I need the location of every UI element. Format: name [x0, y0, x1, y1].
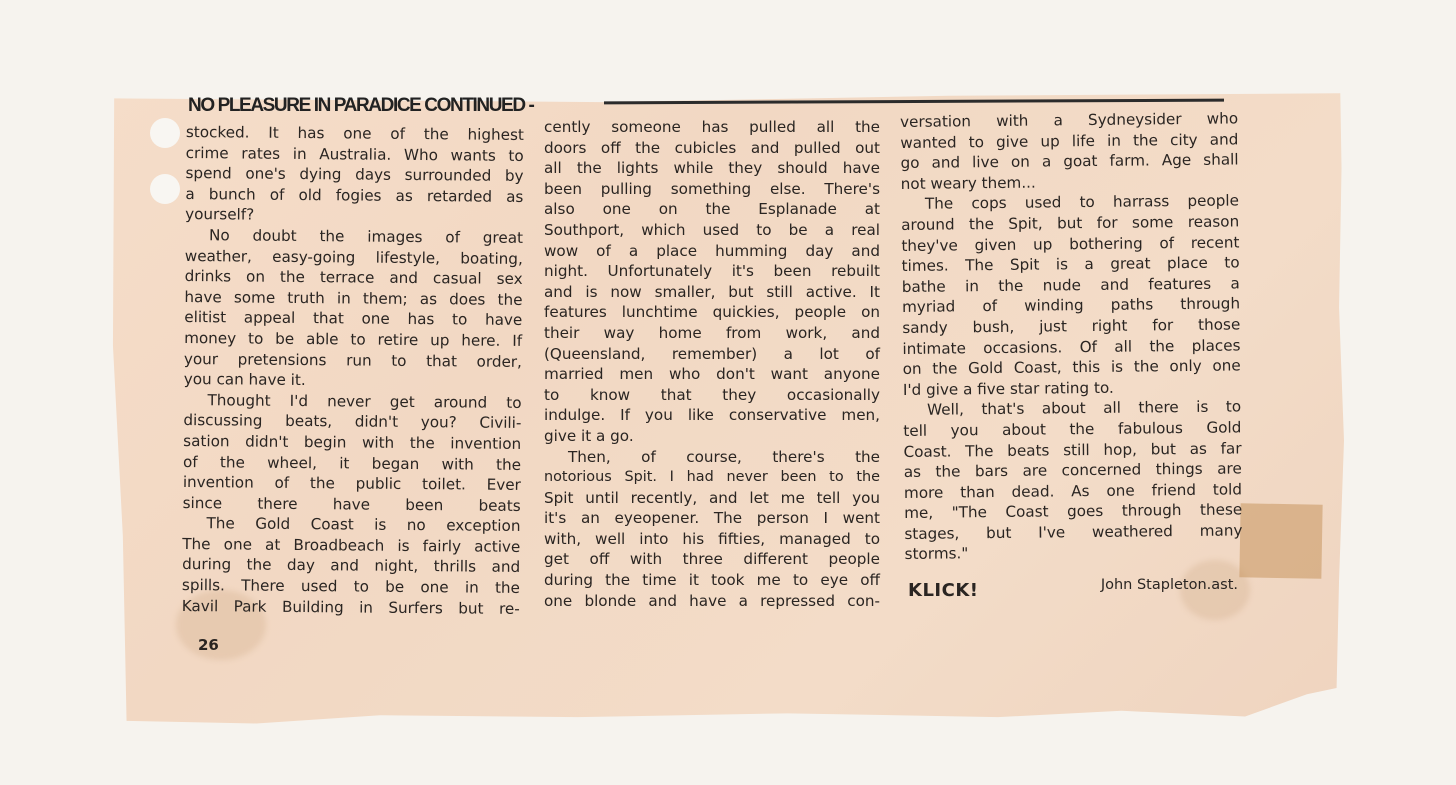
article-line: Well, that's about all there is to	[927, 397, 1242, 420]
article-line: one blonde and have a repressed con-	[544, 591, 880, 610]
article-line: Then, of course, there's the	[568, 447, 880, 466]
article-line: spills. There used to be one in the	[181, 576, 521, 597]
article-line: weather, easy-going lifestyle, boating,	[184, 246, 523, 268]
article-line: bathe in the nude and features a	[901, 274, 1240, 296]
article-line: around the Spit, but for some reason	[901, 212, 1240, 234]
article-line: they've given up bothering of recent	[901, 233, 1240, 255]
article-line: wanted to give up life in the city and	[900, 130, 1239, 152]
article-line: versation with a Sydneysider who	[900, 109, 1239, 131]
article-line: I'd give a five star rating to.	[902, 378, 1114, 399]
article-line: Coast. The beats still hop, but as far	[903, 438, 1242, 461]
article-line: The cops used to harrass people	[924, 191, 1240, 214]
article-line: during the time it took me to eye off	[544, 571, 880, 590]
article-line: me, "The Coast goes through these	[904, 500, 1243, 523]
article-column-1	[182, 122, 524, 619]
article-line: not weary them...	[900, 173, 1036, 193]
article-column-3	[900, 108, 1243, 565]
punch-hole	[150, 118, 180, 148]
article-line: stocked. It has one of the highest	[185, 122, 524, 144]
article-line: discussing beats, didn't you? Civili-	[183, 411, 522, 433]
article-line: all the lights while they should have	[544, 159, 880, 178]
article-line: drinks on the terrace and casual sex	[184, 267, 523, 289]
article-line: get off with three different people	[544, 550, 880, 569]
article-line: stages, but I've weathered many	[904, 521, 1243, 543]
article-line: cently someone has pulled all the	[544, 118, 880, 136]
article-line: married men who don't want anyone	[544, 365, 880, 384]
article-line: a bunch of old fogies as retarded as	[185, 184, 524, 206]
article-line: during the day and night, thrills and	[182, 555, 521, 577]
punch-hole	[150, 174, 180, 204]
article-line: Spit until recently, and let me tell you	[544, 488, 880, 507]
article-line: with, well into his fifties, managed to	[544, 529, 880, 548]
article-line: tell you about the fabulous Gold	[903, 418, 1242, 440]
article-line: indulge. If you like conservative men,	[544, 406, 880, 425]
article-line: invention of the public toilet. Ever	[182, 473, 521, 495]
article-line: crime rates in Australia. Who wants to	[185, 143, 524, 165]
article-line: notorious Spit. I had never been to the	[544, 469, 880, 486]
article-line: you can have it.	[183, 370, 306, 390]
signoff-klick: KLICK!	[908, 580, 979, 601]
article-line: myriad of winding paths through	[901, 294, 1241, 317]
article-line: as the bars are concerned things are	[903, 459, 1242, 482]
article-line: have some truth in them; as does the	[184, 287, 523, 309]
article-line: yourself?	[185, 205, 255, 224]
article-line: of the wheel, it began with the	[182, 452, 522, 474]
article-line: sation didn't begin with the invention	[183, 431, 522, 453]
article-line: Kavil Park Building in Surfers but re-	[181, 596, 520, 618]
article-line: to know that they occasionally	[544, 385, 880, 404]
signoff	[908, 577, 1238, 601]
article-line: wow of a place humming day and	[544, 241, 880, 260]
article-line: Southport, which used to be a real	[544, 220, 880, 239]
article-line: been pulling something else. There's	[544, 179, 880, 198]
author-byline: John Stapleton.ast.	[1100, 577, 1238, 593]
article-line: more than dead. As one friend told	[903, 480, 1243, 502]
article-line: night. Unfortunately it's been rebuilt	[544, 262, 880, 281]
article-line: on the Gold Coast, this is the only one	[902, 356, 1241, 379]
article-line: No doubt the images of great	[208, 226, 524, 247]
article-line: storms."	[904, 544, 969, 564]
page-number: 26	[198, 636, 219, 654]
headline: NO PLEASURE IN PARADICE CONTINUED -	[188, 95, 534, 116]
article-line: also one on the Esplanade at	[544, 200, 880, 219]
article-line: it's an eyeopener. The person I went	[544, 509, 880, 528]
article-line: and is now smaller, but still active. It	[544, 282, 880, 301]
article-column-2	[544, 117, 880, 611]
article-line: elitist appeal that one has to have	[184, 308, 523, 330]
article-line: Thought I'd never get around to	[207, 390, 522, 412]
article-line: The one at Broadbeach is fairly active	[182, 534, 521, 556]
article-line: go and live on a goat farm. Age shall	[900, 150, 1239, 173]
adhesive-tape	[1239, 503, 1322, 578]
article-line: their way home from work, and	[544, 323, 880, 342]
article-line: sandy bush, just right for those	[902, 315, 1241, 337]
article-line: times. The Spit is a great place to	[901, 253, 1240, 276]
article-line: (Queensland, remember) a lot of	[544, 344, 880, 363]
article-line: since there have been beats	[182, 493, 521, 515]
article-line: your pretensions run to that order,	[183, 349, 523, 371]
article-line: features lunchtime quickies, people on	[544, 303, 880, 322]
article-line: spend one's dying days surrounded by	[185, 164, 524, 186]
article-line: give it a go.	[544, 426, 634, 445]
article-line: The Gold Coast is no exception	[206, 514, 521, 536]
article-line: doors off the cubicles and pulled out	[544, 138, 880, 157]
article-line: money to be able to retire up here. If	[184, 328, 523, 350]
article-line: intimate occasions. Of all the places	[902, 335, 1241, 358]
